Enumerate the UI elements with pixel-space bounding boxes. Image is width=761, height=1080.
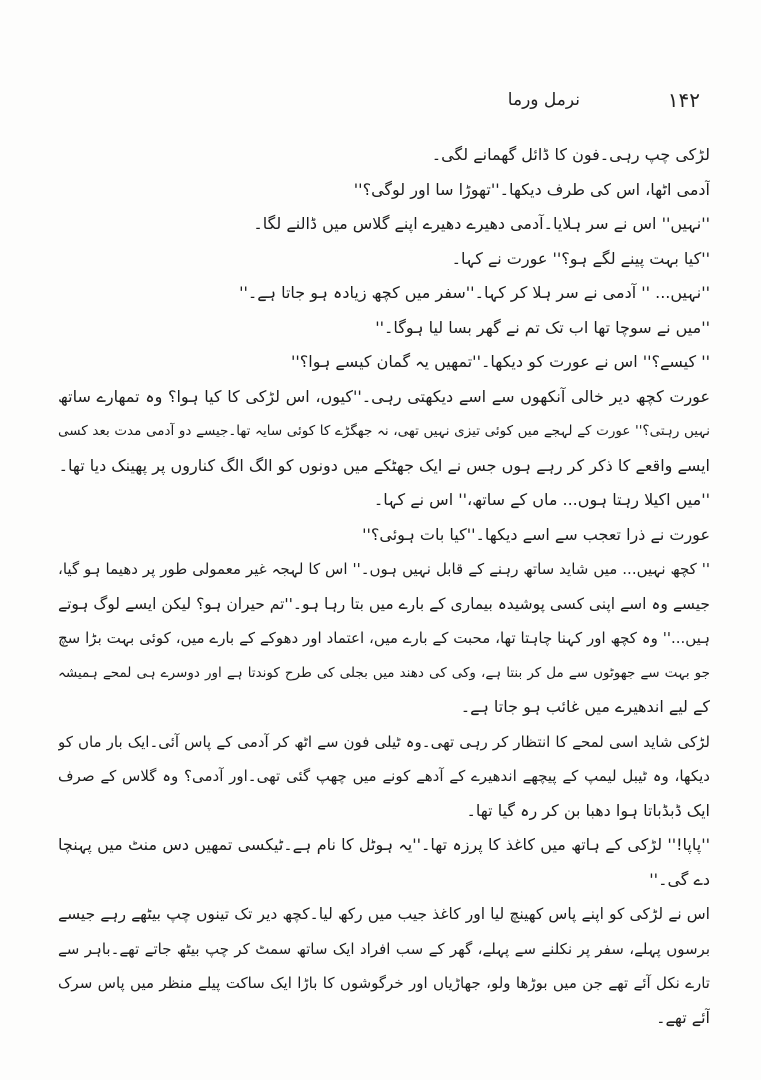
text-line: دیکھا، وہ ٹیبل لیمپ کے پیچھے اندھیرے کے آدھے کونے میں چھپ گئی تھی۔اور آدمی؟ وہ گلاس کے صرف [58, 767, 710, 785]
text-line: جیسے وہ اسے اپنی کسی پوشیدہ بیماری کے بارے میں بتا رہا ہو۔''تم حیران ہو؟ لیکن ایسے لوگ ہوتے [58, 594, 710, 613]
text-line: عورت کچھ دیر خالی آنکھوں سے اسے دیکھتی رہی۔''کیوں، اس لڑکی کا کیا ہوا؟ وہ تمھارے ساتھ [58, 386, 710, 406]
text-line: برسوں پہلے، سفر پر نکلنے سے پہلے، گھر کے سب افراد ایک ساتھ سمٹ کر چپ بیٹھ جاتے تھے۔باہر سے [58, 939, 710, 958]
text-line: ہیں...'' وہ کچھ اور کہنا چاہتا تھا، محبت کے بارے میں، اعتماد اور دھوکے کے بارے میں، کوئی بہت بڑا سچ [58, 629, 710, 647]
text-line: اس نے لڑکی کو اپنے پاس کھینچ لیا اور کاغذ جیب میں رکھ لیا۔کچھ دیر تک تینوں چپ بیٹھے رہے جیسے [58, 905, 710, 923]
text-line: جو بہت سے جھوٹوں سے مل کر بنتا ہے، وکی کی دھند میں بجلی کی طرح کوندتا ہے اور دوسرے ہی لمحے ہمیشہ [58, 664, 710, 681]
text-line: کے لیے اندھیرے میں غائب ہو جاتا ہے۔ [460, 697, 710, 716]
text-line: '' کیسے؟'' اس نے عورت کو دیکھا۔''تمھیں یہ گمان کیسے ہوا؟'' [290, 352, 710, 371]
text-line: آدمی اٹھا، اس کی طرف دیکھا۔''تھوڑا سا اور لوگی؟'' [353, 179, 710, 199]
text-line: ایسے واقعے کا ذکر کر رہے ہوں جس نے ایک جھٹکے میں دونوں کو الگ الگ کناروں پر پھینک دیا تھا۔ [58, 455, 710, 475]
text-line: '' کچھ نہیں... میں شاید ساتھ رہنے کے قابل نہیں ہوں۔'' اس کا لہجہ غیر معمولی طور پر دھیما ہو گیا، [58, 560, 710, 578]
text-line: ''کیا بہت پینے لگے ہو؟'' عورت نے کہا۔ [451, 248, 710, 268]
text-line: عورت نے ذرا تعجب سے اسے دیکھا۔''کیا بات ہوئی؟'' [362, 524, 710, 544]
page-header [60, 88, 700, 118]
text-line: لڑکی چپ رہی۔فون کا ڈائل گھمانے لگی۔ [431, 145, 710, 164]
page-number: ۱۴۲ [667, 88, 700, 112]
text-line: نہیں رہتی؟'' عورت کے لہجے میں کوئی تیزی نہیں تھی، نہ جھگڑے کا کوئی سایہ تھا۔جیسے دو آدمی مدت بعد کسی [58, 423, 710, 439]
text-line: ''میں اکیلا رہتا ہوں... ماں کے ساتھ،'' اس نے کہا۔ [373, 490, 710, 509]
text-line: ''میں نے سوچا تھا اب تک تم نے گھر بسا لیا ہوگا۔'' [375, 317, 710, 337]
text-line: لڑکی شاید اسی لمحے کا انتظار کر رہی تھی۔وہ ٹیلی فون سے اٹھ کر آدمی کے پاس آئی۔ایک بار ماں کو [58, 732, 710, 751]
text-line: ''نہیں... '' آدمی نے سر ہلا کر کہا۔''سفر میں کچھ زیادہ ہو جاتا ہے۔'' [239, 283, 710, 302]
running-title: نرمل ورما [507, 90, 580, 110]
text-line: دے گی۔'' [649, 869, 710, 889]
text-line: ایک ڈبڈباتا ہوا دھبا بن کر رہ گیا تھا۔ [466, 800, 710, 820]
text-line: ''نہیں'' اس نے سر ہلایا۔آدمی دھیرے دھیرے اپنے گلاس میں ڈالنے لگا۔ [253, 214, 710, 233]
text-line: آئے تھے۔ [656, 1007, 710, 1027]
text-line: ''پاپا!'' لڑکی کے ہاتھ میں کاغذ کا پرزہ تھا۔''یہ ہوٹل کا نام ہے۔ٹیکسی تمھیں دس منٹ میں پہنچا [58, 835, 710, 854]
text-line: تارے نکل آئے تھے جن میں بوڑھا ولو، جھاڑیاں اور خرگوشوں کا باڑا ایک ساکت پیلے منظر میں پاس سرک [58, 974, 710, 992]
body-text [58, 138, 710, 1035]
